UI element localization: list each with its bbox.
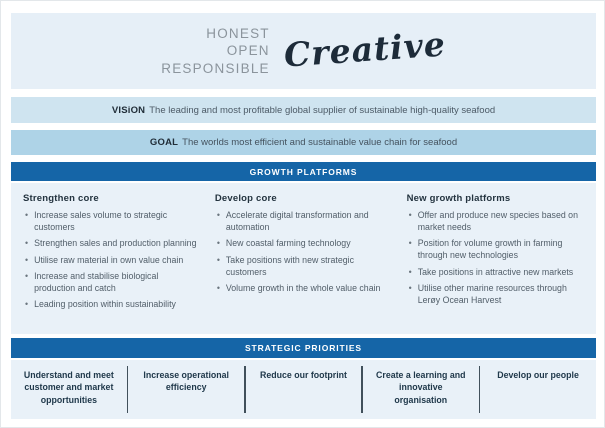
vision-label: VISiON (111, 104, 146, 116)
strategic-priorities-title: STRATEGIC PRIORITIES (244, 343, 363, 353)
bullet-text: Accelerate digital transformation and automation (225, 210, 369, 232)
slide-content (11, 13, 596, 419)
bullet-dot: • (216, 210, 220, 220)
bullet-dot: • (408, 282, 412, 293)
bullet-text: Offer and produce new species based on market needs (417, 210, 578, 232)
bullet-text: Increase sales volume to strategic customers (34, 210, 168, 232)
bullet-item (23, 255, 201, 267)
bullet-dot: • (25, 254, 29, 265)
bullet-dot: • (25, 299, 29, 310)
priority-item (363, 360, 479, 419)
values-header (11, 13, 596, 89)
bullet-item (215, 283, 393, 295)
priority-item (480, 360, 596, 419)
priority-label: Reduce our footprint (259, 370, 347, 380)
values-words (161, 25, 270, 78)
growth-platforms-title: GROWTH PLATFORMS (249, 166, 358, 177)
bullet-dot: • (408, 210, 412, 220)
bullet-text: Position for volume growth in farming through new technologies (417, 238, 563, 261)
bullet-dot: • (216, 282, 220, 293)
bullet-dot: • (216, 254, 220, 265)
bullet-text: Utilise raw material in own value chain (34, 254, 184, 265)
goal-label: GOAL (149, 137, 179, 148)
bullet-item (23, 238, 201, 250)
bullet-dot: • (25, 238, 29, 249)
bullet-text: Increase and stabilise biological production and catch (34, 271, 159, 293)
bullet-dot: • (216, 238, 220, 249)
bullet-item (407, 210, 588, 234)
bullet-text: Take positions with new strategic customers (225, 254, 355, 277)
priorities-row (11, 360, 596, 419)
growth-column-title: Develop core (214, 193, 277, 204)
growth-column (23, 193, 201, 334)
priority-item (128, 360, 244, 419)
bullet-item (407, 238, 588, 262)
vision-bar (11, 97, 596, 123)
bullet-item (407, 267, 588, 279)
value-creative-script: Creative (282, 23, 447, 75)
bullet-item (23, 271, 201, 295)
growth-columns (11, 183, 596, 334)
value-open: OPEN (226, 43, 270, 59)
bullet-text: Volume growth in the whole value chain (225, 282, 381, 293)
growth-column (407, 193, 588, 334)
bullet-item (215, 238, 393, 250)
growth-platforms-bar (11, 162, 596, 181)
bullet-item (407, 283, 588, 307)
growth-column-title: New growth platforms (406, 193, 511, 204)
bullet-text: Strengthen sales and production planning (34, 238, 197, 249)
growth-column-title: Strengthen core (23, 193, 99, 204)
bullet-item (23, 210, 201, 234)
priority-label: Understand and meet customer and market opportunities (23, 370, 114, 405)
goal-bar (11, 130, 596, 155)
bullet-text: Leading position within sustainability (34, 299, 176, 310)
bullet-dot: • (25, 271, 29, 281)
priority-label: Develop our people (497, 370, 579, 380)
vision-text: The leading and most profitable global supplier of sustainable high-quality seafood (149, 104, 496, 116)
value-honest: HONEST (206, 25, 270, 41)
bullet-text: Take positions in attractive new markets (417, 266, 574, 277)
bullet-item (23, 299, 201, 311)
priority-label: Create a learning and innovative organisation (376, 370, 466, 405)
bullet-dot: • (25, 210, 29, 220)
goal-text: The worlds most efficient and sustainable value chain for seafood (182, 137, 458, 148)
bullet-text: Utilise other marine resources through Lerøy Ocean Harvest (417, 282, 567, 305)
growth-column (215, 193, 393, 334)
value-responsible: RESPONSIBLE (161, 60, 270, 76)
bullet-item (215, 210, 393, 234)
bullet-dot: • (408, 266, 412, 277)
bullet-text: New coastal farming technology (225, 238, 351, 249)
priority-item (246, 360, 362, 419)
priority-label: Increase operational efficiency (143, 370, 229, 393)
bullet-dot: • (408, 238, 412, 249)
priority-item (11, 360, 127, 419)
bullet-item (215, 255, 393, 279)
strategic-priorities-bar (11, 338, 596, 358)
